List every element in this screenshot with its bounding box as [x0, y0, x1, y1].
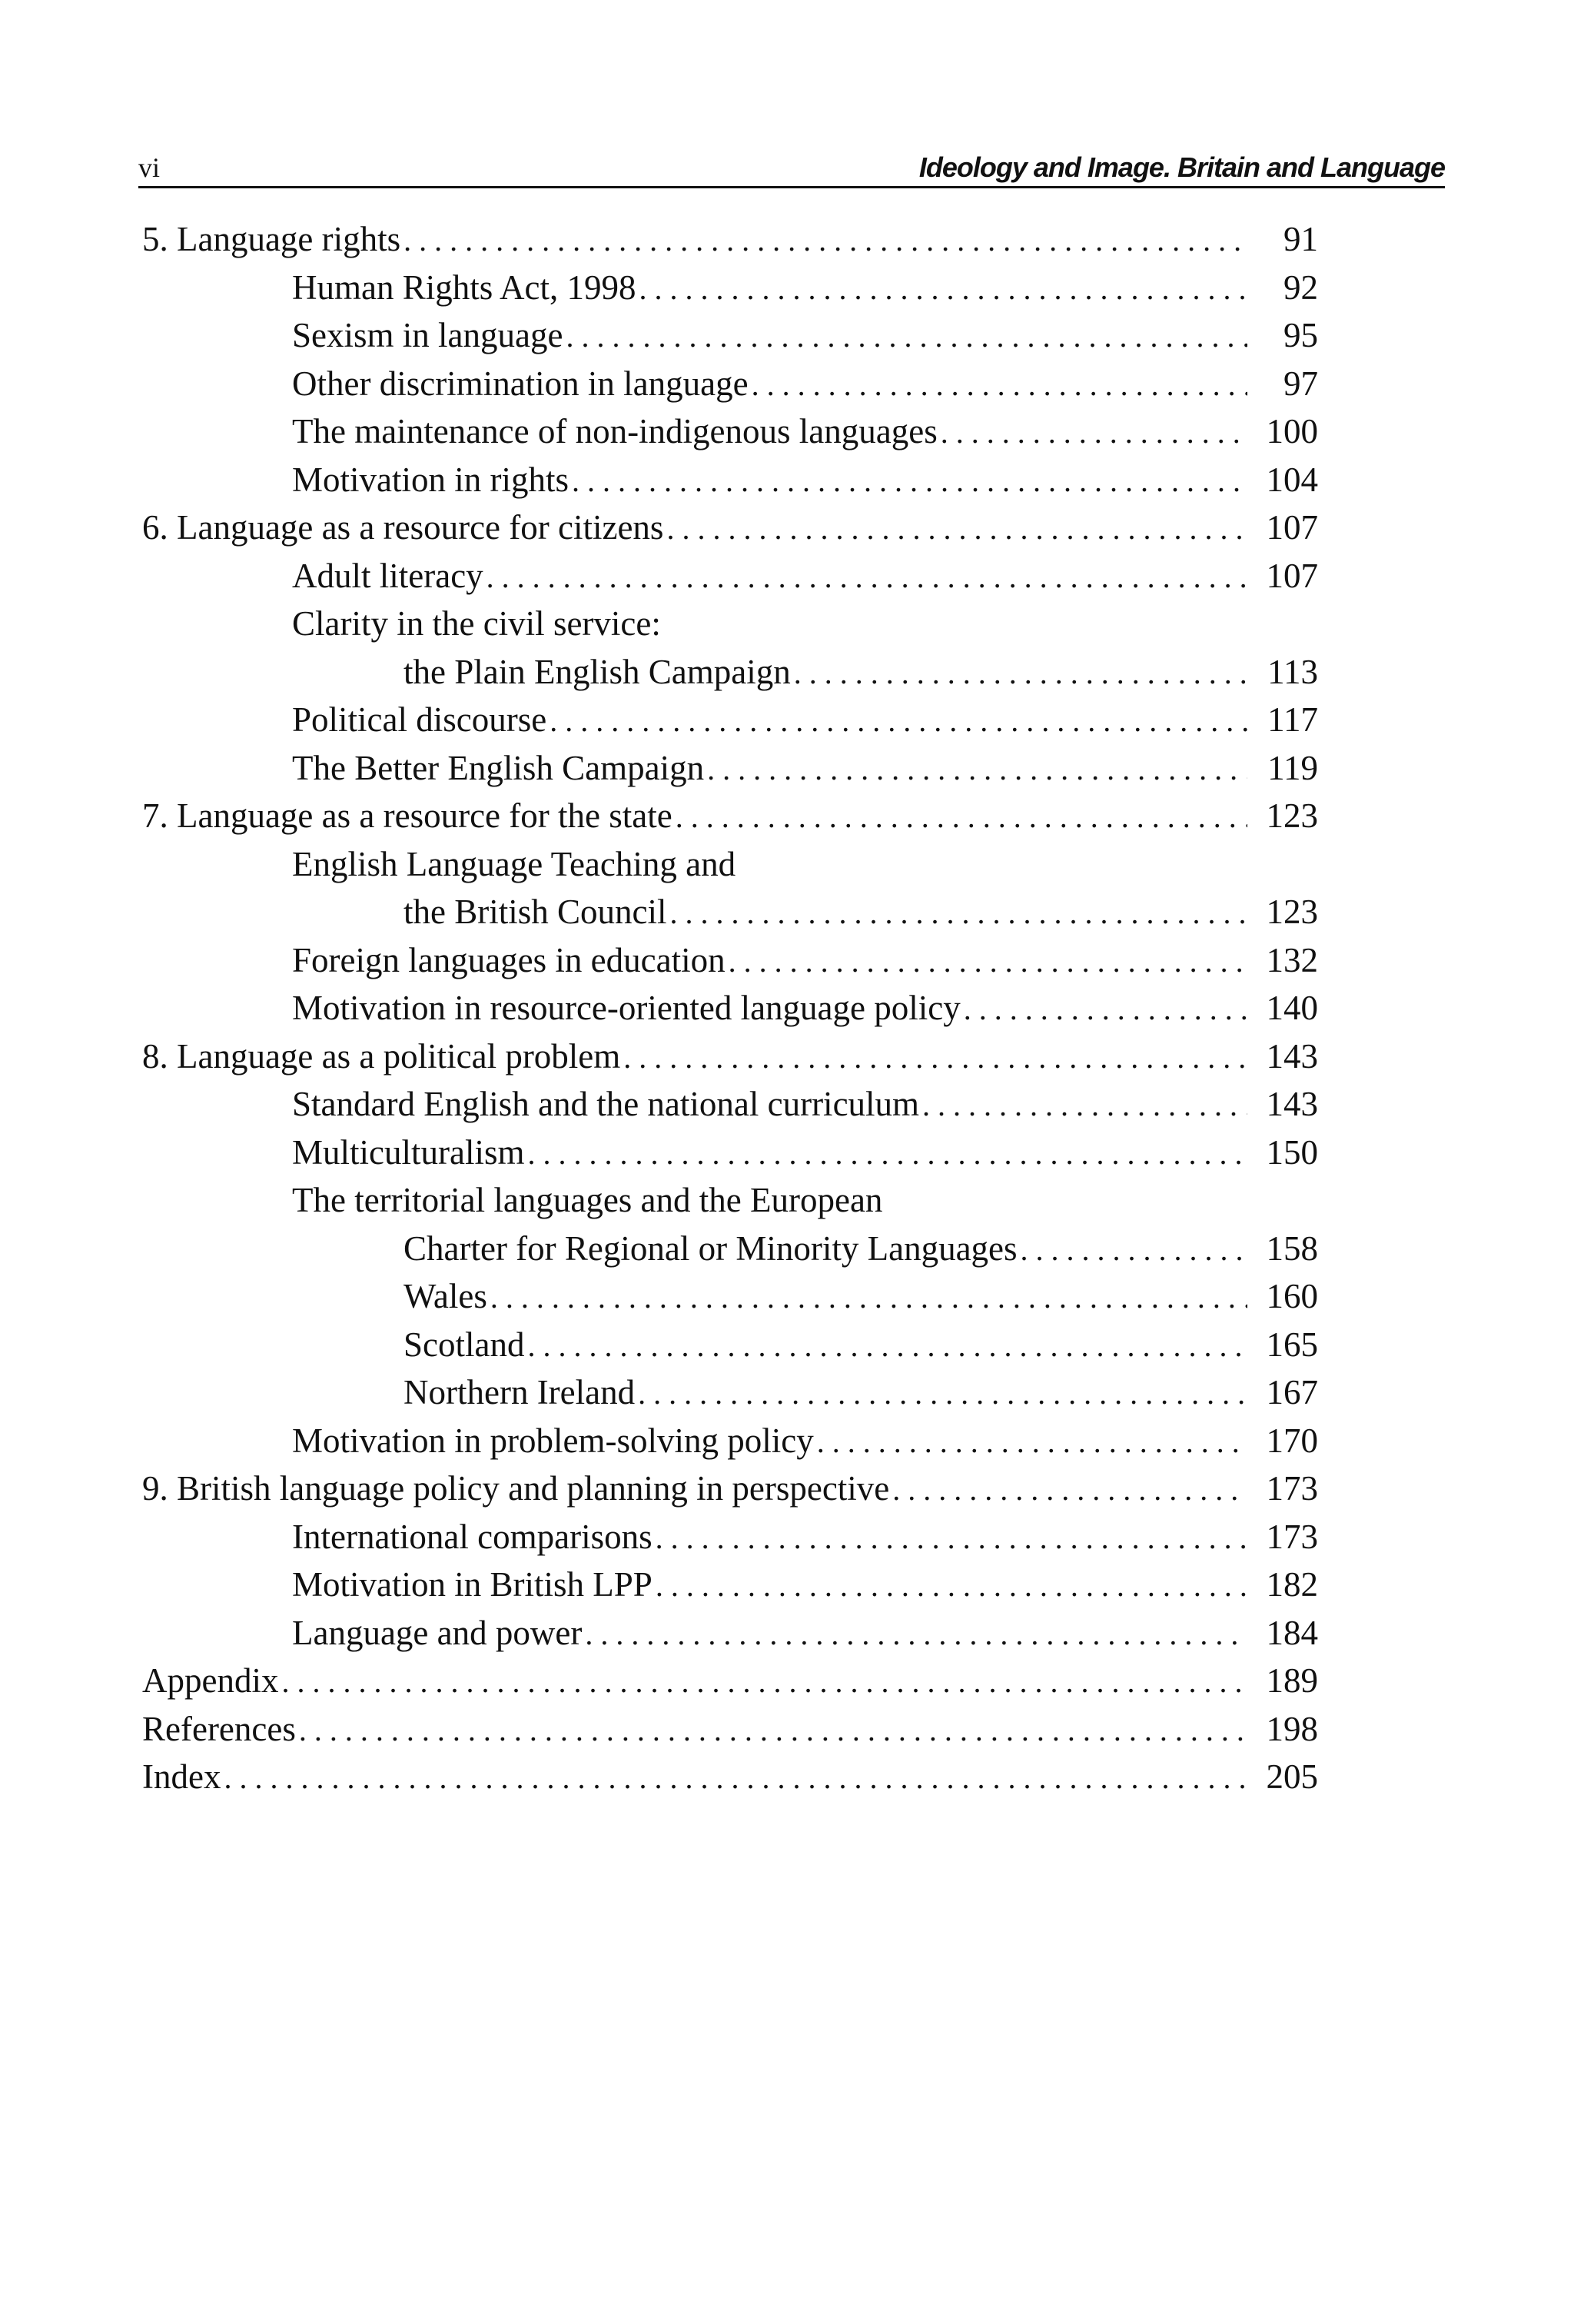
- table-of-contents: [142, 215, 1318, 1801]
- toc-entry: [292, 311, 1318, 360]
- toc-entry: [292, 552, 1318, 600]
- dot-leader: [527, 1322, 1247, 1371]
- toc-entry: [292, 1561, 1318, 1609]
- toc-entry-title: Appendix: [142, 1661, 279, 1700]
- toc-entry-page: 198: [1266, 1709, 1318, 1748]
- toc-entry: [292, 1417, 1318, 1465]
- toc-entry-title: Language and power: [292, 1613, 583, 1652]
- toc-entry-title: The Better English Campaign: [292, 748, 705, 787]
- toc-entry-title: Multiculturalism: [292, 1132, 525, 1172]
- dot-leader: [941, 409, 1247, 457]
- toc-entry-title: Scotland: [403, 1325, 525, 1364]
- toc-entry: [292, 696, 1318, 744]
- toc-entry: [292, 936, 1318, 985]
- toc-entry-title: Motivation in British LPP: [292, 1565, 653, 1604]
- toc-entry-title: Clarity in the civil service:: [292, 604, 661, 643]
- toc-entry-page: 143: [1266, 1085, 1318, 1123]
- toc-entry: [292, 984, 1318, 1032]
- dot-leader: [752, 361, 1247, 410]
- toc-entry-title: The maintenance of non-indigenous languages: [292, 412, 938, 451]
- toc-entry: [292, 1609, 1318, 1657]
- dot-leader: [794, 650, 1247, 698]
- dot-leader: [585, 1611, 1247, 1659]
- toc-entry-title: Index: [142, 1757, 221, 1796]
- toc-entry-page: 107: [1266, 508, 1318, 547]
- toc-entry-page: 173: [1266, 1469, 1318, 1508]
- toc-entry: [292, 840, 1318, 889]
- dot-leader: [964, 986, 1247, 1034]
- toc-entry: [142, 1657, 1318, 1705]
- toc-entry: [142, 215, 1318, 264]
- dot-leader: [922, 1082, 1247, 1130]
- toc-entry-page: 119: [1267, 748, 1318, 787]
- toc-entry: [403, 1225, 1318, 1273]
- dot-leader: [638, 1370, 1247, 1418]
- toc-entry: [142, 1465, 1318, 1513]
- toc-entry-title: Charter for Regional or Minority Languages: [403, 1228, 1018, 1268]
- toc-entry-title: Human Rights Act, 1998: [292, 268, 636, 307]
- toc-entry: [292, 456, 1318, 504]
- dot-leader: [403, 217, 1247, 265]
- toc-entry: [292, 1513, 1318, 1561]
- toc-entry-title: References: [142, 1709, 296, 1748]
- dot-leader: [490, 1274, 1247, 1322]
- toc-entry-title: International comparisons: [292, 1517, 653, 1556]
- toc-entry: [292, 264, 1318, 312]
- toc-entry: [292, 600, 1318, 648]
- toc-entry: [292, 1129, 1318, 1177]
- toc-entry-title: 8. Language as a political problem: [142, 1036, 621, 1076]
- dot-leader: [572, 457, 1247, 506]
- toc-entry-page: 143: [1266, 1036, 1318, 1076]
- toc-entry-title: 6. Language as a resource for citizens: [142, 508, 664, 547]
- toc-entry-page: 91: [1283, 220, 1318, 258]
- toc-entry-page: 92: [1283, 268, 1318, 307]
- dot-leader: [892, 1466, 1247, 1514]
- toc-entry: [403, 1368, 1318, 1417]
- running-title: Ideology and Image. Britain and Language: [918, 151, 1445, 183]
- toc-entry: [403, 648, 1318, 697]
- dot-leader: [670, 889, 1248, 938]
- toc-entry-title: English Language Teaching and: [292, 844, 736, 883]
- toc-entry: [292, 407, 1318, 456]
- dot-leader: [566, 313, 1247, 361]
- toc-entry: [403, 1272, 1318, 1321]
- toc-entry-title: Wales: [403, 1277, 487, 1315]
- toc-entry-title: Sexism in language: [292, 316, 563, 354]
- toc-entry-page: 167: [1266, 1373, 1318, 1411]
- toc-entry-title: the Plain English Campaign: [403, 652, 791, 691]
- toc-entry: [292, 1176, 1318, 1225]
- toc-entry-title: Motivation in rights: [292, 460, 569, 499]
- toc-entry-title: Foreign languages in education: [292, 940, 726, 979]
- toc-entry-page: 182: [1266, 1565, 1318, 1604]
- toc-entry-title: Standard English and the national curriculum: [292, 1085, 920, 1123]
- toc-entry-page: 113: [1267, 652, 1318, 691]
- dot-leader: [639, 265, 1248, 314]
- toc-entry-page: 104: [1266, 460, 1318, 499]
- toc-entry-title: Motivation in problem-solving policy: [292, 1421, 814, 1460]
- toc-entry-title: Other discrimination in language: [292, 364, 749, 403]
- dot-leader: [299, 1707, 1247, 1755]
- dot-leader: [666, 505, 1247, 554]
- dot-leader: [676, 793, 1247, 842]
- toc-entry-title: Adult literacy: [292, 556, 483, 595]
- toc-entry-page: 173: [1266, 1517, 1318, 1556]
- toc-entry: [142, 1032, 1318, 1081]
- toc-entry-page: 140: [1266, 989, 1318, 1027]
- toc-entry-page: 117: [1267, 700, 1318, 739]
- toc-entry-page: 165: [1266, 1325, 1318, 1364]
- toc-entry-title: Northern Ireland: [403, 1373, 636, 1411]
- toc-entry-title: 5. Language rights: [142, 220, 401, 258]
- dot-leader: [527, 1130, 1247, 1179]
- toc-entry-page: 170: [1266, 1421, 1318, 1460]
- toc-entry-page: 123: [1266, 893, 1318, 931]
- toc-entry: [142, 1705, 1318, 1754]
- toc-entry-page: 158: [1266, 1228, 1318, 1268]
- toc-entry-page: 189: [1266, 1661, 1318, 1700]
- toc-entry-page: 184: [1266, 1613, 1318, 1652]
- toc-entry-title: 9. British language policy and planning in perspective: [142, 1469, 890, 1508]
- toc-entry-title: The territorial languages and the European: [292, 1181, 883, 1219]
- toc-entry-title: 7. Language as a resource for the state: [142, 796, 672, 835]
- dot-leader: [623, 1034, 1247, 1082]
- toc-entry-title: Motivation in resource-oriented language policy: [292, 989, 961, 1027]
- dot-leader: [1021, 1226, 1247, 1275]
- dot-leader: [817, 1418, 1247, 1467]
- dot-leader: [550, 697, 1247, 746]
- toc-entry: [292, 744, 1318, 793]
- toc-entry: [292, 360, 1318, 408]
- toc-entry: [142, 1753, 1318, 1801]
- dot-leader: [486, 554, 1247, 602]
- toc-entry-page: 150: [1266, 1132, 1318, 1172]
- toc-entry-page: 132: [1266, 940, 1318, 979]
- toc-entry-title: the British Council: [403, 893, 667, 931]
- dot-leader: [281, 1658, 1247, 1707]
- toc-entry: [142, 504, 1318, 552]
- toc-entry-page: 97: [1283, 364, 1318, 403]
- toc-entry-page: 95: [1283, 316, 1318, 354]
- dot-leader: [656, 1562, 1247, 1611]
- toc-entry-page: 205: [1266, 1757, 1318, 1796]
- toc-entry-page: 123: [1266, 796, 1318, 835]
- dot-leader: [224, 1754, 1247, 1803]
- toc-entry-title: Political discourse: [292, 700, 547, 739]
- toc-entry-page: 107: [1266, 556, 1318, 595]
- toc-entry: [292, 1080, 1318, 1129]
- dot-leader: [656, 1514, 1247, 1563]
- toc-entry: [142, 792, 1318, 840]
- dot-leader: [729, 938, 1247, 986]
- header-page-number: vi: [138, 152, 161, 183]
- toc-entry-page: 100: [1266, 412, 1318, 451]
- page-header: [138, 149, 1445, 188]
- toc-entry: [403, 888, 1318, 936]
- toc-entry-page: 160: [1266, 1277, 1318, 1315]
- toc-entry: [403, 1321, 1318, 1369]
- dot-leader: [707, 746, 1247, 794]
